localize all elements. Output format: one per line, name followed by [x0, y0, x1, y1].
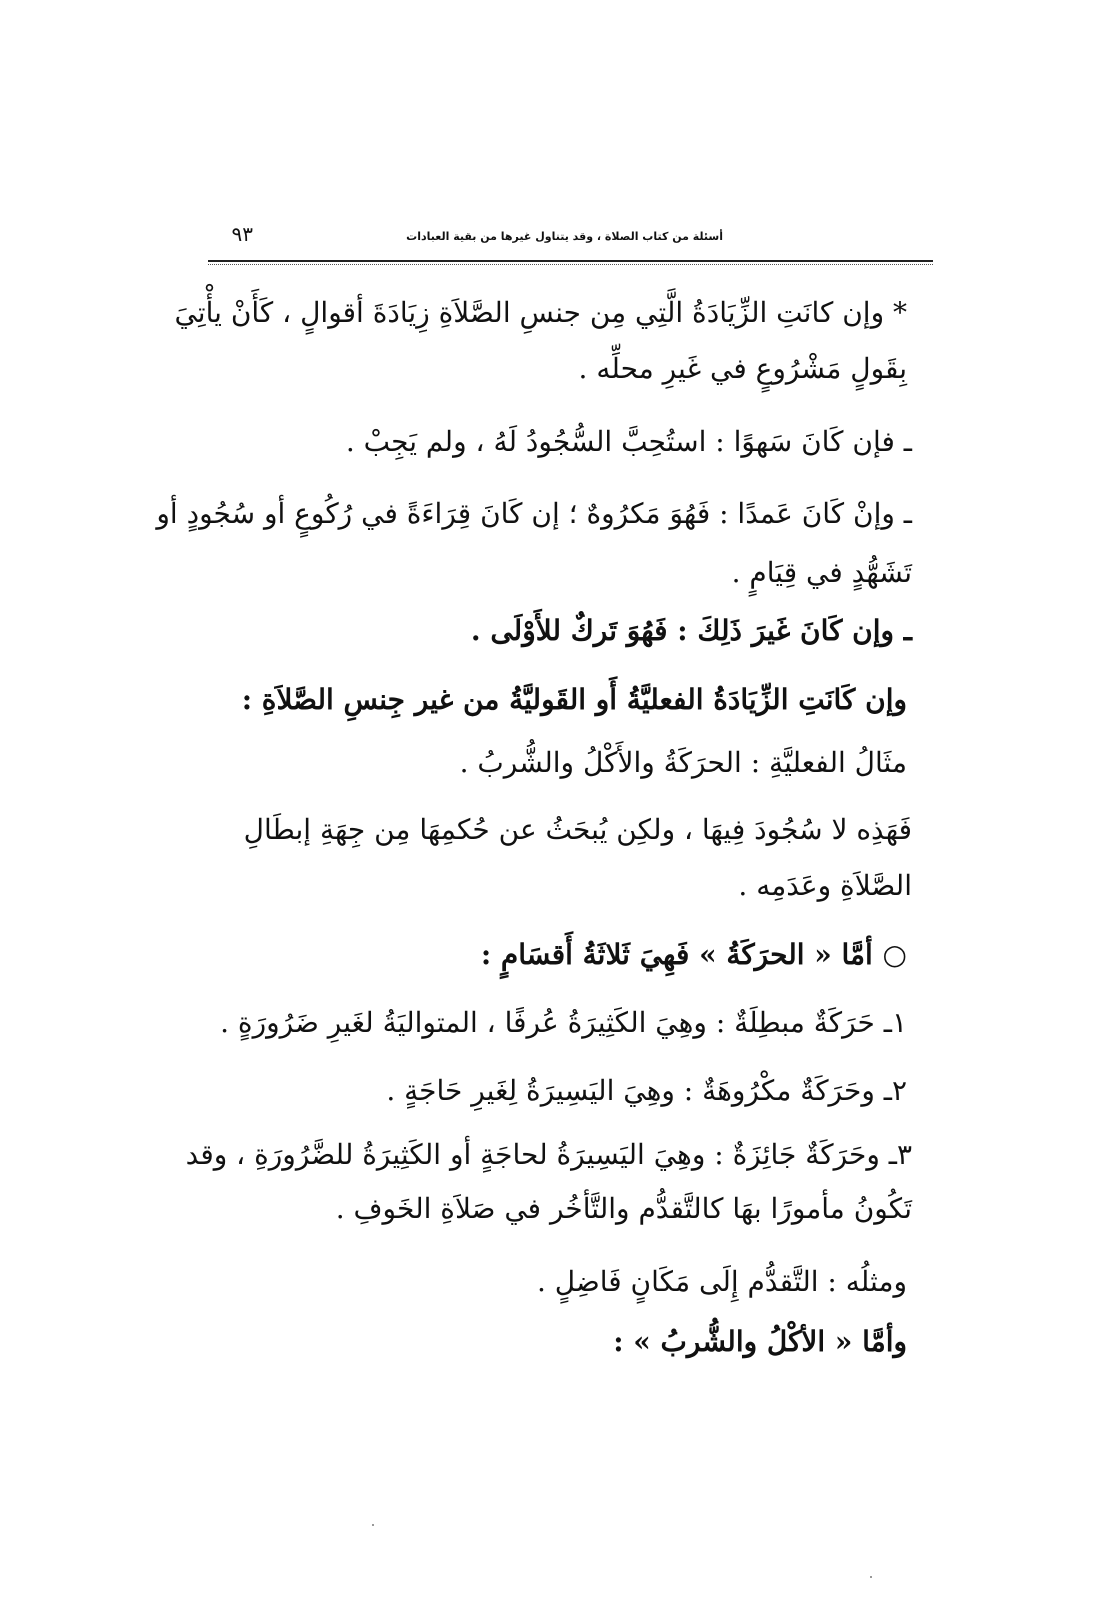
text-line-14: ٣ـ وحَرَكَةٌ جَائِزَةٌ : وهِيَ اليَسِيرَةُ لحاجَةٍ أو الكَثِيرَةُ للضَّرُورَةِ ، وقد	[185, 1138, 912, 1171]
text-line-11: ○ أمَّا « الحرَكَةُ » فَهِيَ ثَلاثَةُ أَقسَامٍ :	[480, 938, 907, 971]
page-number: ٩٣	[231, 222, 253, 246]
text-line-5: تَشَهُّدٍ في قِيَامٍ .	[731, 556, 912, 589]
text-line-15: تَكُونُ مأمورًا بهَا كالتَّقدُّم والتَّأخُر في صَلاَةِ الخَوفِ .	[335, 1192, 912, 1225]
header-divider	[208, 260, 933, 262]
text-line-17: وأمَّا « الأكْلُ والشُّربُ » :	[613, 1325, 907, 1358]
scan-speck	[870, 1576, 872, 1578]
running-title: أسئلة من كتاب الصلاة ، وقد يتناول غيرها من بقية العبادات	[406, 230, 723, 243]
text-line-1: * وإن كانَتِ الزِّيَادَةُ الَّتِي مِن جنسِ الصَّلاَةِ زِيَادَةَ أقوالٍ ، كَأَنْ يأْتِيَ	[174, 296, 907, 329]
text-line-16: ومثلُه : التَّقدُّم إِلَى مَكَانٍ فَاضِلٍ .	[536, 1265, 907, 1298]
text-line-3: ـ فإن كَانَ سَهوًا : استُحِبَّ السُّجُودُ لَهُ ، ولم يَجِبْ .	[345, 425, 912, 458]
text-line-12: ١ـ حَرَكَةٌ مبطِلَةٌ : وهِيَ الكَثِيرَةُ عُرفًا ، المتواليَةُ لغَيرِ ضَرُورَةٍ .	[220, 1006, 907, 1039]
text-line-4: ـ وإنْ كَانَ عَمدًا : فَهُوَ مَكرُوهٌ ؛ إن كَانَ قِرَاءَةً في رُكُوعٍ أو سُجُودٍ أو	[156, 497, 912, 530]
text-line-13: ٢ـ وحَرَكَةٌ مكْرُوهَةٌ : وهِيَ اليَسِيرَةُ لِغَيرِ حَاجَةٍ .	[386, 1074, 907, 1107]
scan-speck	[372, 1524, 374, 1526]
text-line-8: مثَالُ الفعليَّةِ : الحرَكَةُ والأَكْلُ والشُّربُ .	[459, 746, 907, 779]
page-header	[208, 222, 933, 262]
text-line-10: الصَّلاَةِ وعَدَمِه .	[738, 869, 912, 902]
text-line-6: ـ وإن كَانَ غَيرَ ذَلِكَ : فَهُوَ تَركٌ للأَوْلَى .	[470, 614, 912, 647]
text-line-7: وإن كَانَتِ الزِّيَادَةُ الفعليَّةُ أَو القَوليَّةُ من غير جِنسِ الصَّلاَةِ :	[241, 683, 907, 716]
text-line-2: بِقَولٍ مَشْرُوعٍ في غَيرِ محلِّه .	[578, 352, 907, 385]
text-line-9: فَهَذِه لا سُجُودَ فِيهَا ، ولكِن يُبحَثُ عن حُكمِهَا مِن جِهَةِ إبطَالِ	[243, 813, 912, 846]
header-divider-dotted	[208, 264, 933, 265]
